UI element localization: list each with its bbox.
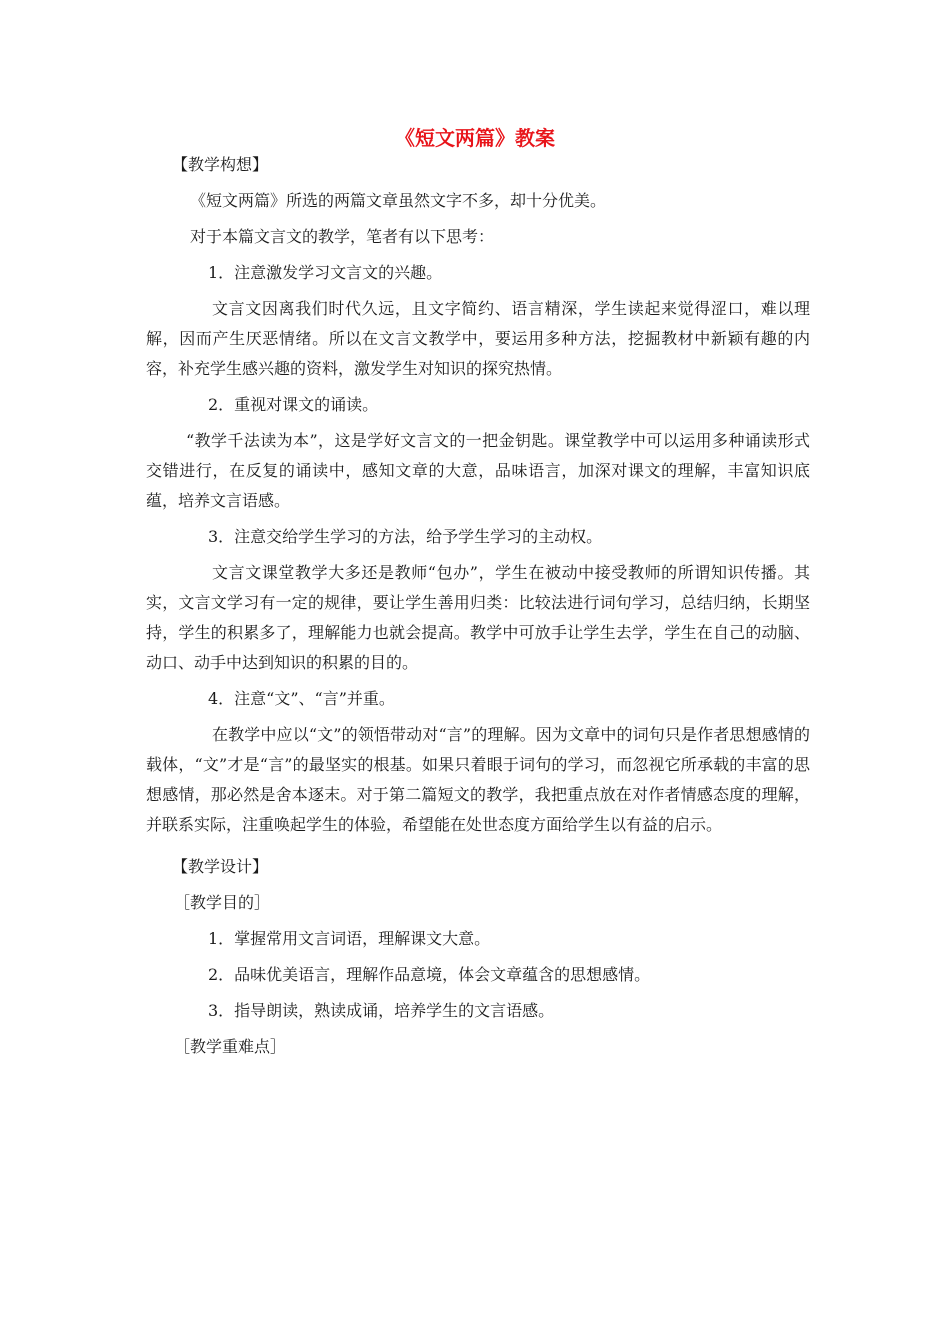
goal-item-3: 3．指导朗读，熟读成诵，培养学生的文言语感。 — [208, 1001, 555, 1020]
point-heading-1: 1．注意激发学习文言文的兴趣。 — [208, 263, 443, 282]
subsection-heading-goals: ［教学目的］ — [174, 893, 271, 912]
goal-item-2: 2．品味优美语言，理解作品意境，体会文章蕴含的思想感情。 — [208, 965, 651, 984]
section-heading-design: 【教学设计】 — [172, 857, 269, 876]
section-heading-concept: 【教学构想】 — [172, 155, 269, 174]
goal-item-1: 1．掌握常用文言词语，理解课文大意。 — [208, 929, 491, 948]
intro-paragraph-2: 对于本篇文言文的教学，笔者有以下思考： — [190, 227, 495, 246]
body-paragraph-2: “教学千法读为本”，这是学好文言文的一把金钥匙。课堂教学中可以运用多种诵读形式交错进行，在反复的诵读中，感知文章的大意，品味语言，加深对课文的理解，丰富知识底蕴，培养文言语感。 — [146, 431, 810, 510]
point-heading-2: 2．重视对课文的诵读。 — [208, 395, 379, 414]
body-paragraph-3: 文言文课堂教学大多还是教师“包办”，学生在被动中接受教师的所谓知识传播。其实，文言文学习有一定的规律，要让学生善用归类：比较法进行词句学习，总结归纳，长期坚持，学生的积累多了，理解能力也就会提高。教学中可放手让学生去学，学生在自己的动脑、动口、动手中达到知识的积累的目的。 — [146, 563, 810, 672]
intro-paragraph-1: 《短文两篇》所选的两篇文章虽然文字不多，却十分优美。 — [190, 191, 607, 210]
subsection-heading-key-points: ［教学重难点］ — [174, 1037, 287, 1056]
point-heading-4: 4．注意“文”、“言”并重。 — [208, 689, 395, 708]
point-heading-3: 3．注意交给学生学习的方法，给予学生学习的主动权。 — [208, 527, 603, 546]
body-paragraph-4: 在教学中应以“文”的领悟带动对“言”的理解。因为文章中的词句只是作者思想感情的载体，“文”才是“言”的最坚实的根基。如果只着眼于词句的学习，而忽视它所承载的丰富的思想感情，那必然是舍本逐末。对于第二篇短文的教学，我把重点放在对作者情感态度的理解，并联系实际，注重唤起学生的体验，希望能在处世态度方面给学生以有益的启示。 — [146, 725, 810, 834]
body-paragraph-1: 文言文因离我们时代久远，且文字简约、语言精深，学生读起来觉得涩口，难以理解，因而产生厌恶情绪。所以在文言文教学中，要运用多种方法，挖掘教材中新颖有趣的内容，补充学生感兴趣的资料，激发学生对知识的探究热情。 — [146, 299, 810, 378]
document-body — [146, 150, 810, 1062]
document-title: 《短文两篇》教案 — [395, 126, 555, 150]
